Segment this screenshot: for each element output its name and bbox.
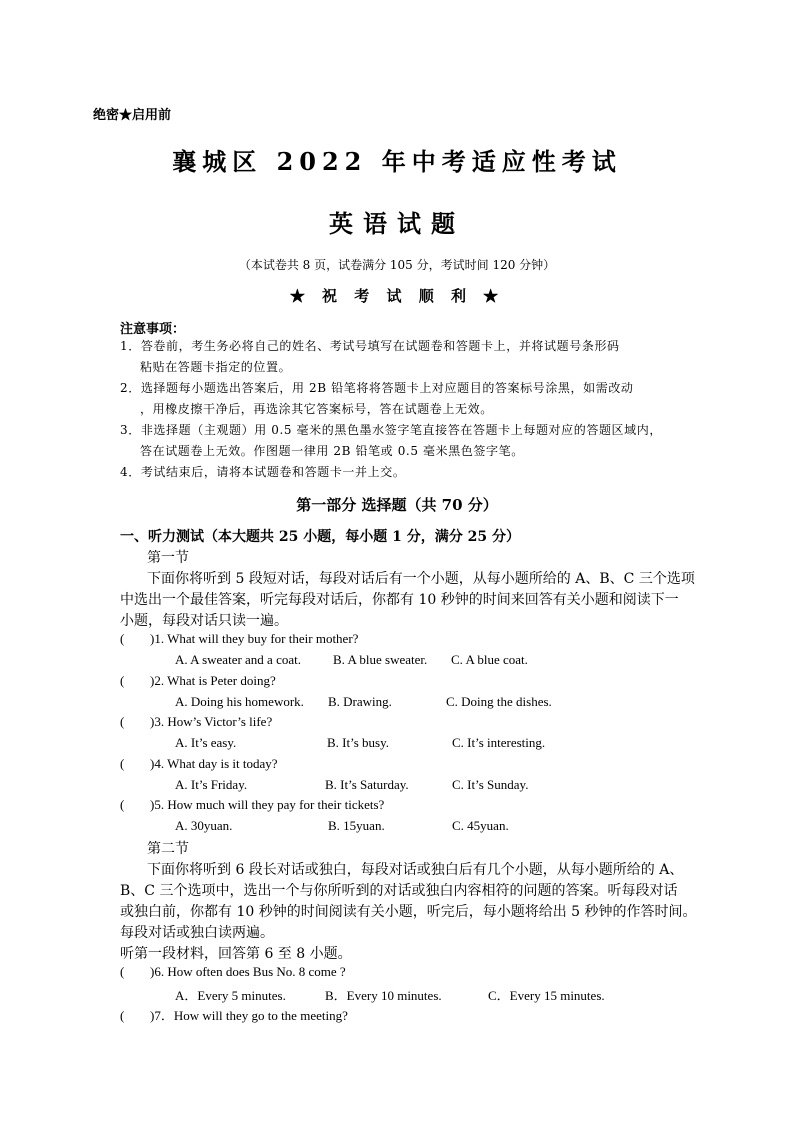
q4-option-c: C. It’s Sunday. xyxy=(452,777,529,792)
q4-option-a: A. It’s Friday. xyxy=(175,777,248,792)
part-one-title: 第一部分 选择题（共 70 分） xyxy=(296,496,498,514)
q2-option-c: C. Doing the dishes. xyxy=(446,694,552,709)
subsection-one-label: 第一节 xyxy=(147,550,189,566)
question-2 xyxy=(120,673,276,689)
answer-bracket: ( xyxy=(120,756,125,771)
answer-bracket: ( xyxy=(120,673,125,688)
subsection-two-para-line-1: 下面你将听到 6 段长对话或独白，每段对话或独白后有几个小题，从每小题所给的 A、 xyxy=(147,862,684,878)
answer-bracket: ( xyxy=(120,964,125,979)
exam-title: 襄城区 2022 年中考适应性考试 xyxy=(172,147,622,176)
note-2-line-2: ，用橡皮擦干净后，再选涂其它答案标号，答在试题卷上无效。 xyxy=(140,402,493,416)
good-luck-banner: ★ 祝 考 试 顺 利 ★ xyxy=(289,287,505,305)
answer-bracket: ( xyxy=(120,714,125,729)
note-4-line-1: 4．考试结束后，请将本试题卷和答题卡一并上交。 xyxy=(120,465,406,479)
note-3-line-1: 3．非选择题（主观题）用 0.5 毫米的黑色墨水签字笔直接答在答题卡上每题对应的答题区域内， xyxy=(120,423,662,437)
q6-option-c: C．Every 15 minutes. xyxy=(488,988,605,1003)
q6-option-a: A．Every 5 minutes. xyxy=(175,988,286,1003)
subsection-one-para-line-3: 小题，每段对话只读一遍。 xyxy=(120,613,288,629)
subsection-two-para-line-2: B、C 三个选项中，选出一个与你所听到的对话或独白内容相符的问题的答案。听每段对话 xyxy=(120,883,678,899)
q1-option-c: C. A blue coat. xyxy=(451,652,528,667)
exam-subtitle: 英语试题 xyxy=(329,209,465,238)
question-stem: )6. How often does Bus No. 8 come ? xyxy=(150,964,346,979)
question-stem: )1. What will they buy for their mother? xyxy=(150,631,359,646)
note-2-line-1: 2．选择题每小题选出答案后，用 2B 铅笔将将答题卡上对应题目的答案标号涂黑，如需改动 xyxy=(120,381,634,395)
subsection-one-para-line-2: 中选出一个最佳答案，听完每段对话后，你都有 10 秒钟的时间来回答有关小题和阅读下一 xyxy=(120,592,679,608)
question-stem: )3. How’s Victor’s life? xyxy=(150,714,273,729)
q1-option-a: A. A sweater and a coat. xyxy=(175,652,301,667)
answer-bracket: ( xyxy=(120,797,125,812)
note-1-line-1: 1．答卷前，考生务必将自己的姓名、考试号填写在试题卷和答题卡上，并将试题号条形码 xyxy=(120,339,620,353)
listening-section-title: 一、听力测试（本大题共 25 小题，每小题 1 分，满分 25 分） xyxy=(120,529,520,545)
q3-option-b: B. It’s busy. xyxy=(327,735,389,750)
subsection-two-para-line-3: 或独白前，你都有 10 秒钟的时间阅读有关小题，听完后，每小题将给出 5 秒钟的作答时间。 xyxy=(120,904,697,920)
notes-heading: 注意事项： xyxy=(120,322,186,337)
q2-option-b: B. Drawing. xyxy=(328,694,392,709)
note-1-line-2: 粘贴在答题卡指定的位置。 xyxy=(140,360,292,374)
q5-option-b: B. 15yuan. xyxy=(328,818,385,833)
question-5 xyxy=(120,797,384,813)
q2-option-a: A. Doing his homework. xyxy=(175,694,304,709)
question-stem: )5. How much will they pay for their tickets? xyxy=(150,797,385,812)
q4-option-b: B. It’s Saturday. xyxy=(325,777,409,792)
answer-bracket: ( xyxy=(120,631,125,646)
q1-option-b: B. A blue sweater. xyxy=(333,652,428,667)
question-3 xyxy=(120,714,272,730)
q6-option-b: B．Every 10 minutes. xyxy=(325,988,442,1003)
question-stem: )7．How will they go to the meeting? xyxy=(150,1008,348,1023)
q3-option-a: A. It’s easy. xyxy=(175,735,237,750)
note-3-line-2: 答在试题卷上无效。作图题一律用 2B 铅笔或 0.5 毫米黑色签字笔。 xyxy=(140,444,524,458)
question-7 xyxy=(120,1005,348,1024)
confidential-label: 绝密★启用前 xyxy=(93,108,172,123)
question-stem: )2. What is Peter doing? xyxy=(150,673,276,688)
exam-info: （本试卷共 8 页，试卷满分 105 分，考试时间 120 分钟） xyxy=(238,258,556,272)
question-1 xyxy=(120,631,358,647)
subsection-two-para-line-4: 每段对话或独白读两遍。 xyxy=(120,925,274,941)
material-one-instruction: 听第一段材料，回答第 6 至 8 小题。 xyxy=(120,946,352,962)
question-6 xyxy=(120,964,346,980)
answer-bracket: ( xyxy=(120,1008,125,1023)
q3-option-c: C. It’s interesting. xyxy=(452,735,546,750)
question-stem: )4. What day is it today? xyxy=(150,756,278,771)
subsection-one-para-line-1: 下面你将听到 5 段短对话，每段对话后有一个小题，从每小题所给的 A、B、C 三个选项 xyxy=(147,571,695,587)
question-4 xyxy=(120,756,278,772)
q5-option-c: C. 45yuan. xyxy=(452,818,509,833)
subsection-two-label: 第二节 xyxy=(147,841,189,857)
q5-option-a: A. 30yuan. xyxy=(175,818,233,833)
